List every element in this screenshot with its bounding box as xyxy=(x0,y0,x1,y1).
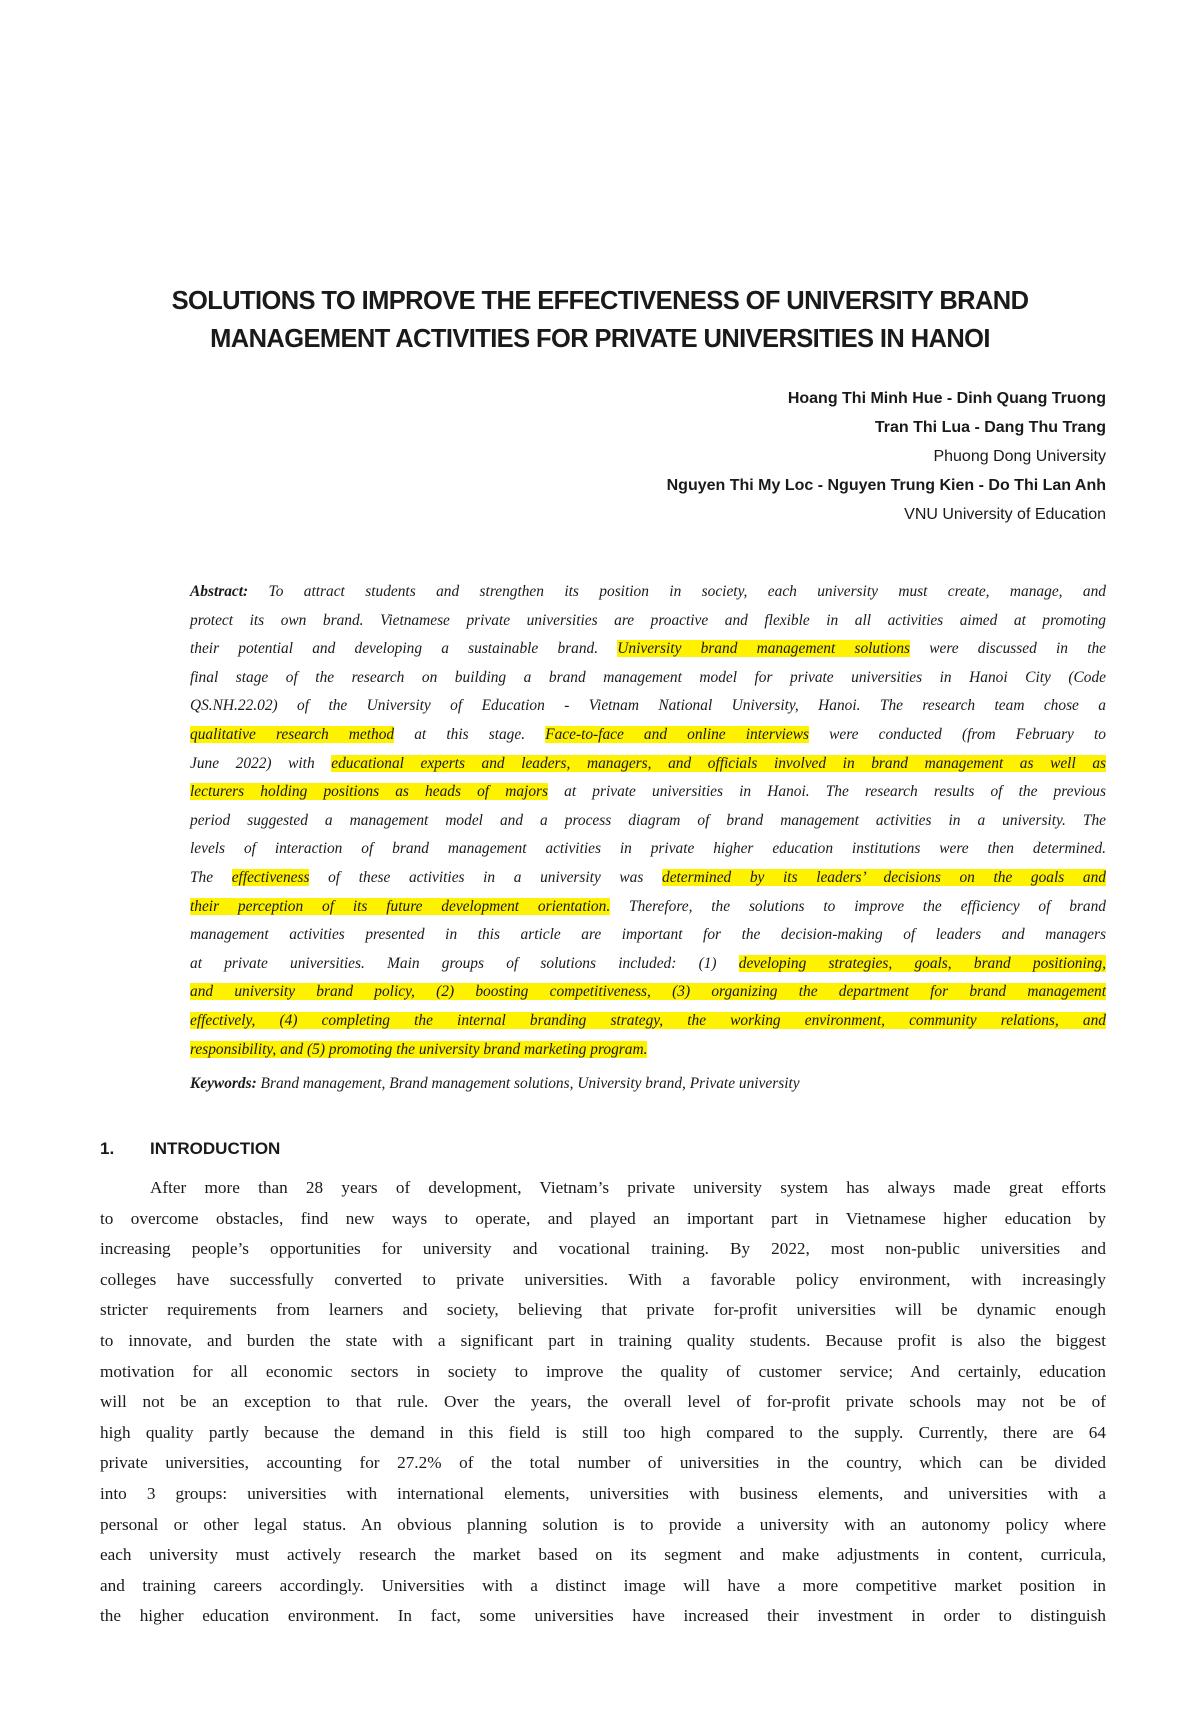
title-line-1: SOLUTIONS TO IMPROVE THE EFFECTIVENESS OF UNIVERSITY BRAND xyxy=(171,287,1029,315)
abstract-line xyxy=(190,1007,1106,1036)
author-names-1: Hoang Thi Minh Hue - Dinh Quang Truong xyxy=(787,390,1106,407)
body-line: stricter requirements from learners and society, believing that private for-profit universities will be dynamic enough xyxy=(100,1300,1106,1320)
highlight: responsibility, and (5) promoting the university brand marketing program. xyxy=(190,1040,648,1058)
abstract-line: protect its own brand. Vietnamese private universities are proactive and flexible in all activities aimed at promoting xyxy=(190,611,1106,629)
abstract-line: at private universities. Main groups of solutions included: (1) developing strategies, goals, brand positioning, xyxy=(190,954,1106,972)
abstract-line: lecturers holding positions as heads of majors at private universities in Hanoi. The research results of the previous xyxy=(190,783,1106,801)
abstract-label: Abstract: xyxy=(190,583,249,600)
highlight: effectiveness xyxy=(231,868,310,886)
abstract-line: qualitative research method at this stage. Face-to-face and online interviews were conducted (from February to xyxy=(190,725,1106,743)
section-heading-introduction xyxy=(100,1135,280,1163)
abstract-line: The effectiveness of these activities in a university was determined by its leaders’ decisions on the goals and xyxy=(190,868,1106,886)
body-line: motivation for all economic sectors in society to improve the quality of customer service; And certainly, education xyxy=(100,1361,1106,1381)
body-line: each university must actively research the market based on its segment and make adjustments in content, curricula, xyxy=(100,1545,1106,1565)
highlight: and university brand policy, (2) boosting competitiveness, (3) organizing the department for brand management xyxy=(190,983,1106,1001)
body-line: increasing people’s opportunities for university and vocational training. By 2022, most non-public universities and xyxy=(100,1239,1106,1259)
body-line: colleges have successfully converted to private universities. With a favorable policy environment, with increasingly xyxy=(100,1269,1106,1289)
body-line: to innovate, and burden the state with a significant part in training quality students. Because profit is also the biggest xyxy=(100,1330,1106,1350)
introduction-body xyxy=(100,1173,1106,1632)
body-line: and training careers accordingly. Universities with a distinct image will have a more competitive market position in xyxy=(100,1575,1106,1595)
paper-title xyxy=(100,282,1100,358)
highlight: University brand management solutions xyxy=(617,640,911,658)
abstract-line xyxy=(190,978,1106,1007)
section-number: 1. xyxy=(100,1139,115,1158)
abstract-line: levels of interaction of brand management activities in private higher education institutions were then determined. xyxy=(190,840,1106,858)
affiliation-1: Phuong Dong University xyxy=(933,448,1106,465)
highlight: determined by its leaders’ decisions on the goals and xyxy=(662,868,1106,886)
highlight: their perception of its future development orientation. xyxy=(190,897,611,915)
abstract-line: their perception of its future development orientation. Therefore, the solutions to improve the efficiency of brand xyxy=(190,897,1106,915)
abstract-line: QS.NH.22.02) of the University of Education - Vietnam National University, Hanoi. The research team chose a xyxy=(190,697,1106,715)
keywords-label: Keywords: xyxy=(190,1075,257,1092)
abstract-line: June 2022) with educational experts and leaders, managers, and officials involved in brand management as well as xyxy=(190,754,1107,772)
keywords-text: Brand management, Brand management solutions, University brand, Private university xyxy=(256,1075,800,1092)
abstract-line: management activities presented in this article are important for the decision-making of leaders and managers xyxy=(190,926,1106,944)
title-line-2: MANAGEMENT ACTIVITIES FOR PRIVATE UNIVERSITIES IN HANOI xyxy=(210,325,990,353)
body-line: private universities, accounting for 27.2% of the total number of universities in the country, which can be divided xyxy=(100,1453,1106,1473)
author-names-3: Nguyen Thi My Loc - Nguyen Trung Kien - Do Thi Lan Anh xyxy=(666,477,1106,494)
author-block xyxy=(667,384,1106,529)
body-line: After more than 28 years of development, Vietnam’s private university system has always made great efforts xyxy=(150,1178,1106,1197)
body-line: personal or other legal status. An obvious planning solution is to provide a university with an autonomy policy where xyxy=(100,1514,1106,1534)
highlight: developing strategies, goals, brand positioning, xyxy=(738,954,1106,972)
abstract-line: Abstract: To attract students and strengthen its position in society, each university must create, manage, and xyxy=(190,583,1106,600)
body-line: the higher education environment. In fact, some universities have increased their investment in order to distinguish xyxy=(100,1606,1106,1626)
highlight: Face-to-face and online interviews xyxy=(545,725,810,743)
abstract-line: their potential and developing a sustainable brand. University brand management solutions were discussed in the xyxy=(190,640,1106,658)
highlight: qualitative research method xyxy=(190,725,395,743)
abstract xyxy=(190,578,1106,1064)
abstract-line xyxy=(190,1036,1106,1065)
abstract-line: period suggested a management model and a process diagram of brand management activities in a university. The xyxy=(190,811,1106,829)
section-title: INTRODUCTION xyxy=(150,1139,281,1158)
body-line: into 3 groups: universities with international elements, universities with business elements, and universities with a xyxy=(100,1483,1106,1503)
affiliation-2: VNU University of Education xyxy=(904,506,1106,523)
highlight: effectively, (4) completing the internal branding strategy, the working environment, community relations, and xyxy=(190,1011,1106,1029)
body-line: to overcome obstacles, find new ways to operate, and played an important part in Vietnamese higher education by xyxy=(100,1208,1106,1228)
highlight: lecturers holding positions as heads of majors xyxy=(190,783,548,801)
abstract-line: final stage of the research on building a brand management model for private universities in Hanoi City (Code xyxy=(190,668,1106,686)
body-line: will not be an exception to that rule. Over the years, the overall level of for-profit private schools may not be of xyxy=(100,1392,1106,1412)
keywords xyxy=(190,1070,1106,1098)
highlight: educational experts and leaders, managers, and officials involved in brand management as well as xyxy=(331,754,1107,772)
author-names-2: Tran Thi Lua - Dang Thu Trang xyxy=(874,419,1106,436)
body-line: high quality partly because the demand in this field is still too high compared to the supply. Currently, there are 64 xyxy=(100,1422,1106,1442)
